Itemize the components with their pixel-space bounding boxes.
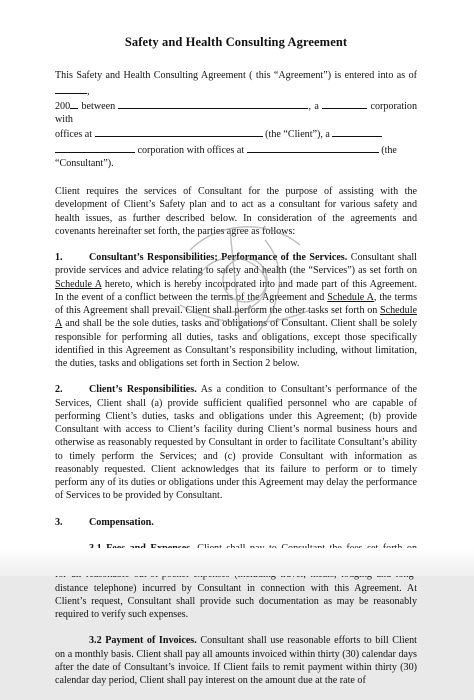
section-number: 1.: [55, 252, 63, 263]
section-heading: Consultant’s Responsibilities; Performance of the Services.: [89, 252, 348, 263]
section-3-1: distance telephone) incurred by Consultant in connection with this Agreement. At Client’s request, Consultant shall provide such documentation as may be reasonably required to verify such expenses.: [55, 542, 417, 622]
document-body: [55, 36, 417, 700]
intro-paragraph: This Safety and Health Consulting Agreement ( this “Agreement”) is entered into as of , 200 between , a corporation with offices at (the “Client”), a corporation with offices at (the “Consultant”).: [55, 70, 418, 169]
section-heading: Compensation.: [89, 516, 154, 528]
page-bottom-shadow: [0, 548, 474, 576]
section-heading: Client’s Responsibilities.: [89, 384, 197, 396]
subsection-heading: 3.2 Payment of Invoices.: [89, 635, 197, 647]
section-2: 2. Client’s Responsibilities. As a condition to Consultant’s performance of the Services, Client shall (a) provide sufficient qualified personnel who are capable of performing Client’s duties, tasks and obligations under this Agreement; (b) provide Consultant with access to Client’s facility during Client’s normal business hours and otherwise as reasonably requested by Consultant in order to facilitate Consultant’s ability to timely perform the Services; and (c) provide Consultant with information as reasonably requested. Client acknowledges that its failure to perform or to timely perform any of its duties or obligations under this Agreement may delay the performance of Services to be provided by Consultant.: [55, 384, 417, 502]
section-1: 1. Consultant’s Responsibilities; Performance of the Services. Consultant shall provide services and advice relating to safety and health (the “Services”) as set forth on Schedule A hereto, which is hereby incorporated into and made part of this Agreement. In the event of a conflict between the terms of the Agreement and Schedule A, the terms of this Agreement shall prevail. Client shall perform the other tasks set forth on Schedule A and shall be the sole duties, tasks and obligations of Consultant. Client shall be solely responsible for performing all duties, tasks and obligations, except those specifically identified in this Agreement as Consultant’s responsibility including, without limitation, the duties, tasks and obligations set forth in Section 2 below.: [55, 252, 418, 369]
section-3: [55, 516, 417, 529]
section-number: 2.: [55, 384, 63, 396]
schedule-a-link: Schedule A: [55, 278, 102, 290]
recital-paragraph: Client requires the services of Consultant for the purpose of assisting with the development of Client’s Safety plan and to act as a consultant for various safety and health issues, as further described below. In consideration of the agreements and covenants hereinafter set forth, the parties agree as follows:: [55, 186, 417, 237]
document-title: Safety and Health Consulting Agreement: [124, 35, 348, 49]
section-3-2: 3.2 Payment of Invoices. Consultant shall use reasonable efforts to bill Client on a monthly basis. Client shall pay all amounts invoiced within thirty (30) calendar days after the date of Consultant’s invoice. If Client fails to remit payment within thirty (30) calendar day period, Client shall pay interest on the amount due at the rate of: [55, 635, 417, 686]
section-number: 3.: [55, 516, 63, 528]
